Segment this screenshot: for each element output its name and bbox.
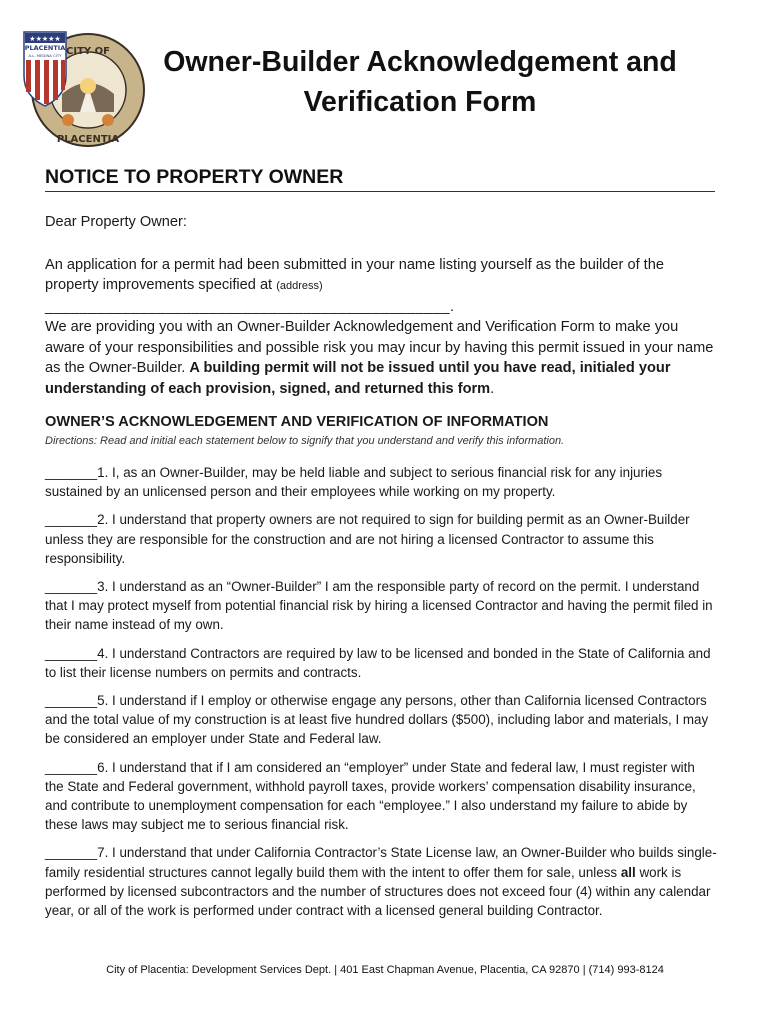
city-seal-logo: [22, 24, 146, 148]
initial-blank-field[interactable]: _______: [45, 465, 98, 480]
section-heading: OWNER’S ACKNOWLEDGEMENT AND VERIFICATION OF INFORMATION: [45, 414, 549, 430]
statement-text-bold: all: [620, 864, 636, 880]
statement-text: 7. I understand that under California Contractor’s State License law, an Owner-Builder who builds single-family residential structures cannot legally build them with the intent to offer them for sale, unless: [45, 845, 717, 880]
address-label: (address): [276, 280, 323, 292]
statement-item-1: [45, 463, 717, 501]
directions-text: Directions: Read and initial each statement below to signify that you understand and verify this information.: [45, 435, 565, 447]
salutation: Dear Property Owner:: [45, 214, 187, 230]
intro-paragraph-1: [45, 255, 717, 318]
initial-blank-field[interactable]: _______: [45, 845, 98, 861]
seal-banner-sub: A.L. MEDINA CITY: [28, 53, 62, 58]
intro-text-1: An application for a permit had been submitted in your name listing yourself as the builder of the property improvements specified at: [45, 256, 664, 293]
initial-blank-field[interactable]: _______: [45, 579, 98, 595]
initial-blank-field[interactable]: _______: [45, 512, 98, 528]
statement-text: 2. I understand that property owners are not required to sign for building permit as an Owner-Builder unless they are responsible for the construction and are not hiring a licensed Contractor to assume this responsibility.: [45, 512, 690, 566]
statement-item-3: [45, 577, 717, 635]
initial-blank-field[interactable]: _______: [45, 645, 98, 661]
intro-paragraph-2: [45, 317, 717, 399]
statement-text-cont: work is performed by licensed subcontractors and the number of structures does not exceed four (4) within any calendar year, or all of the work is performed under contract with a licensed general building Contractor.: [45, 864, 711, 919]
statement-text: 5. I understand if I employ or otherwise engage any persons, other than California licensed Contractors and the total value of my construction is at least five hundred dollars ($500), including labor and materials, I may be considered an employer under State and Federal law.: [45, 693, 709, 747]
page-footer: City of Placentia: Development Services Dept. | 401 East Chapman Avenue, Placentia, CA 92870 | (714) 993-8124: [106, 964, 664, 976]
statement-item-7: [45, 843, 717, 920]
statement-text: 1. I, as an Owner-Builder, may be held liable and subject to serious financial risk for any injuries sustained by an unlicensed person and their employees while working on my property.: [45, 465, 663, 500]
statement-text: 3. I understand as an “Owner-Builder” I am the responsible party of record on the permit. I understand that I may protect myself from potential financial risk by hiring a licensed Contractor and having the permit filed in their name instead of my own.: [45, 579, 713, 633]
seal-ring-top-text: CITY OF: [66, 46, 110, 57]
intro-text-2-end: .: [490, 380, 495, 397]
form-title: [130, 42, 710, 122]
svg-text:★★★★★: ★★★★★: [29, 35, 61, 43]
initial-blank-field[interactable]: _______: [45, 693, 98, 709]
form-title-line2: Verification Form: [303, 86, 537, 118]
statement-text: 4. I understand Contractors are required by law to be licensed and bonded in the State of California and to list their license numbers on permits and contracts.: [45, 645, 711, 680]
seal-ring-bottom-text: PLACENTIA: [56, 134, 120, 145]
statement-item-2: [45, 510, 717, 568]
form-body: [45, 212, 717, 929]
seal-banner: PLACENTIA: [24, 44, 66, 52]
intro-text-2: We are providing you with an Owner-Builder Acknowledgement and Verification Form to make you aware of your responsibilities and possible risk you may incur by having this permit issued in your name as the Owner-Builder.: [45, 319, 714, 376]
statement-text: 6. I understand that if I am considered an “employer” under State and federal law, I must register with the State and Federal government, withhold payroll taxes, provide workers’ compensation disability insurance, and contribute to unemployment compensation for each “employee.” I also understand my failure to abide by these laws may subject me to serious financial risk.: [45, 759, 696, 833]
heading-divider: [45, 191, 715, 192]
form-title-line1: Owner-Builder Acknowledgement and: [163, 46, 677, 78]
permit-warning-bold: A building permit will not be issued until you have read, initialed your understanding of each provision, signed, and returned this form: [45, 360, 671, 397]
address-blank-field[interactable]: _______________________________________________.: [45, 298, 455, 315]
statement-item-5: [45, 691, 717, 749]
statement-item-4: [45, 644, 717, 682]
statement-item-6: [45, 758, 717, 835]
notice-heading: NOTICE TO PROPERTY OWNER: [45, 166, 344, 188]
initial-blank-field[interactable]: _______: [45, 759, 98, 775]
